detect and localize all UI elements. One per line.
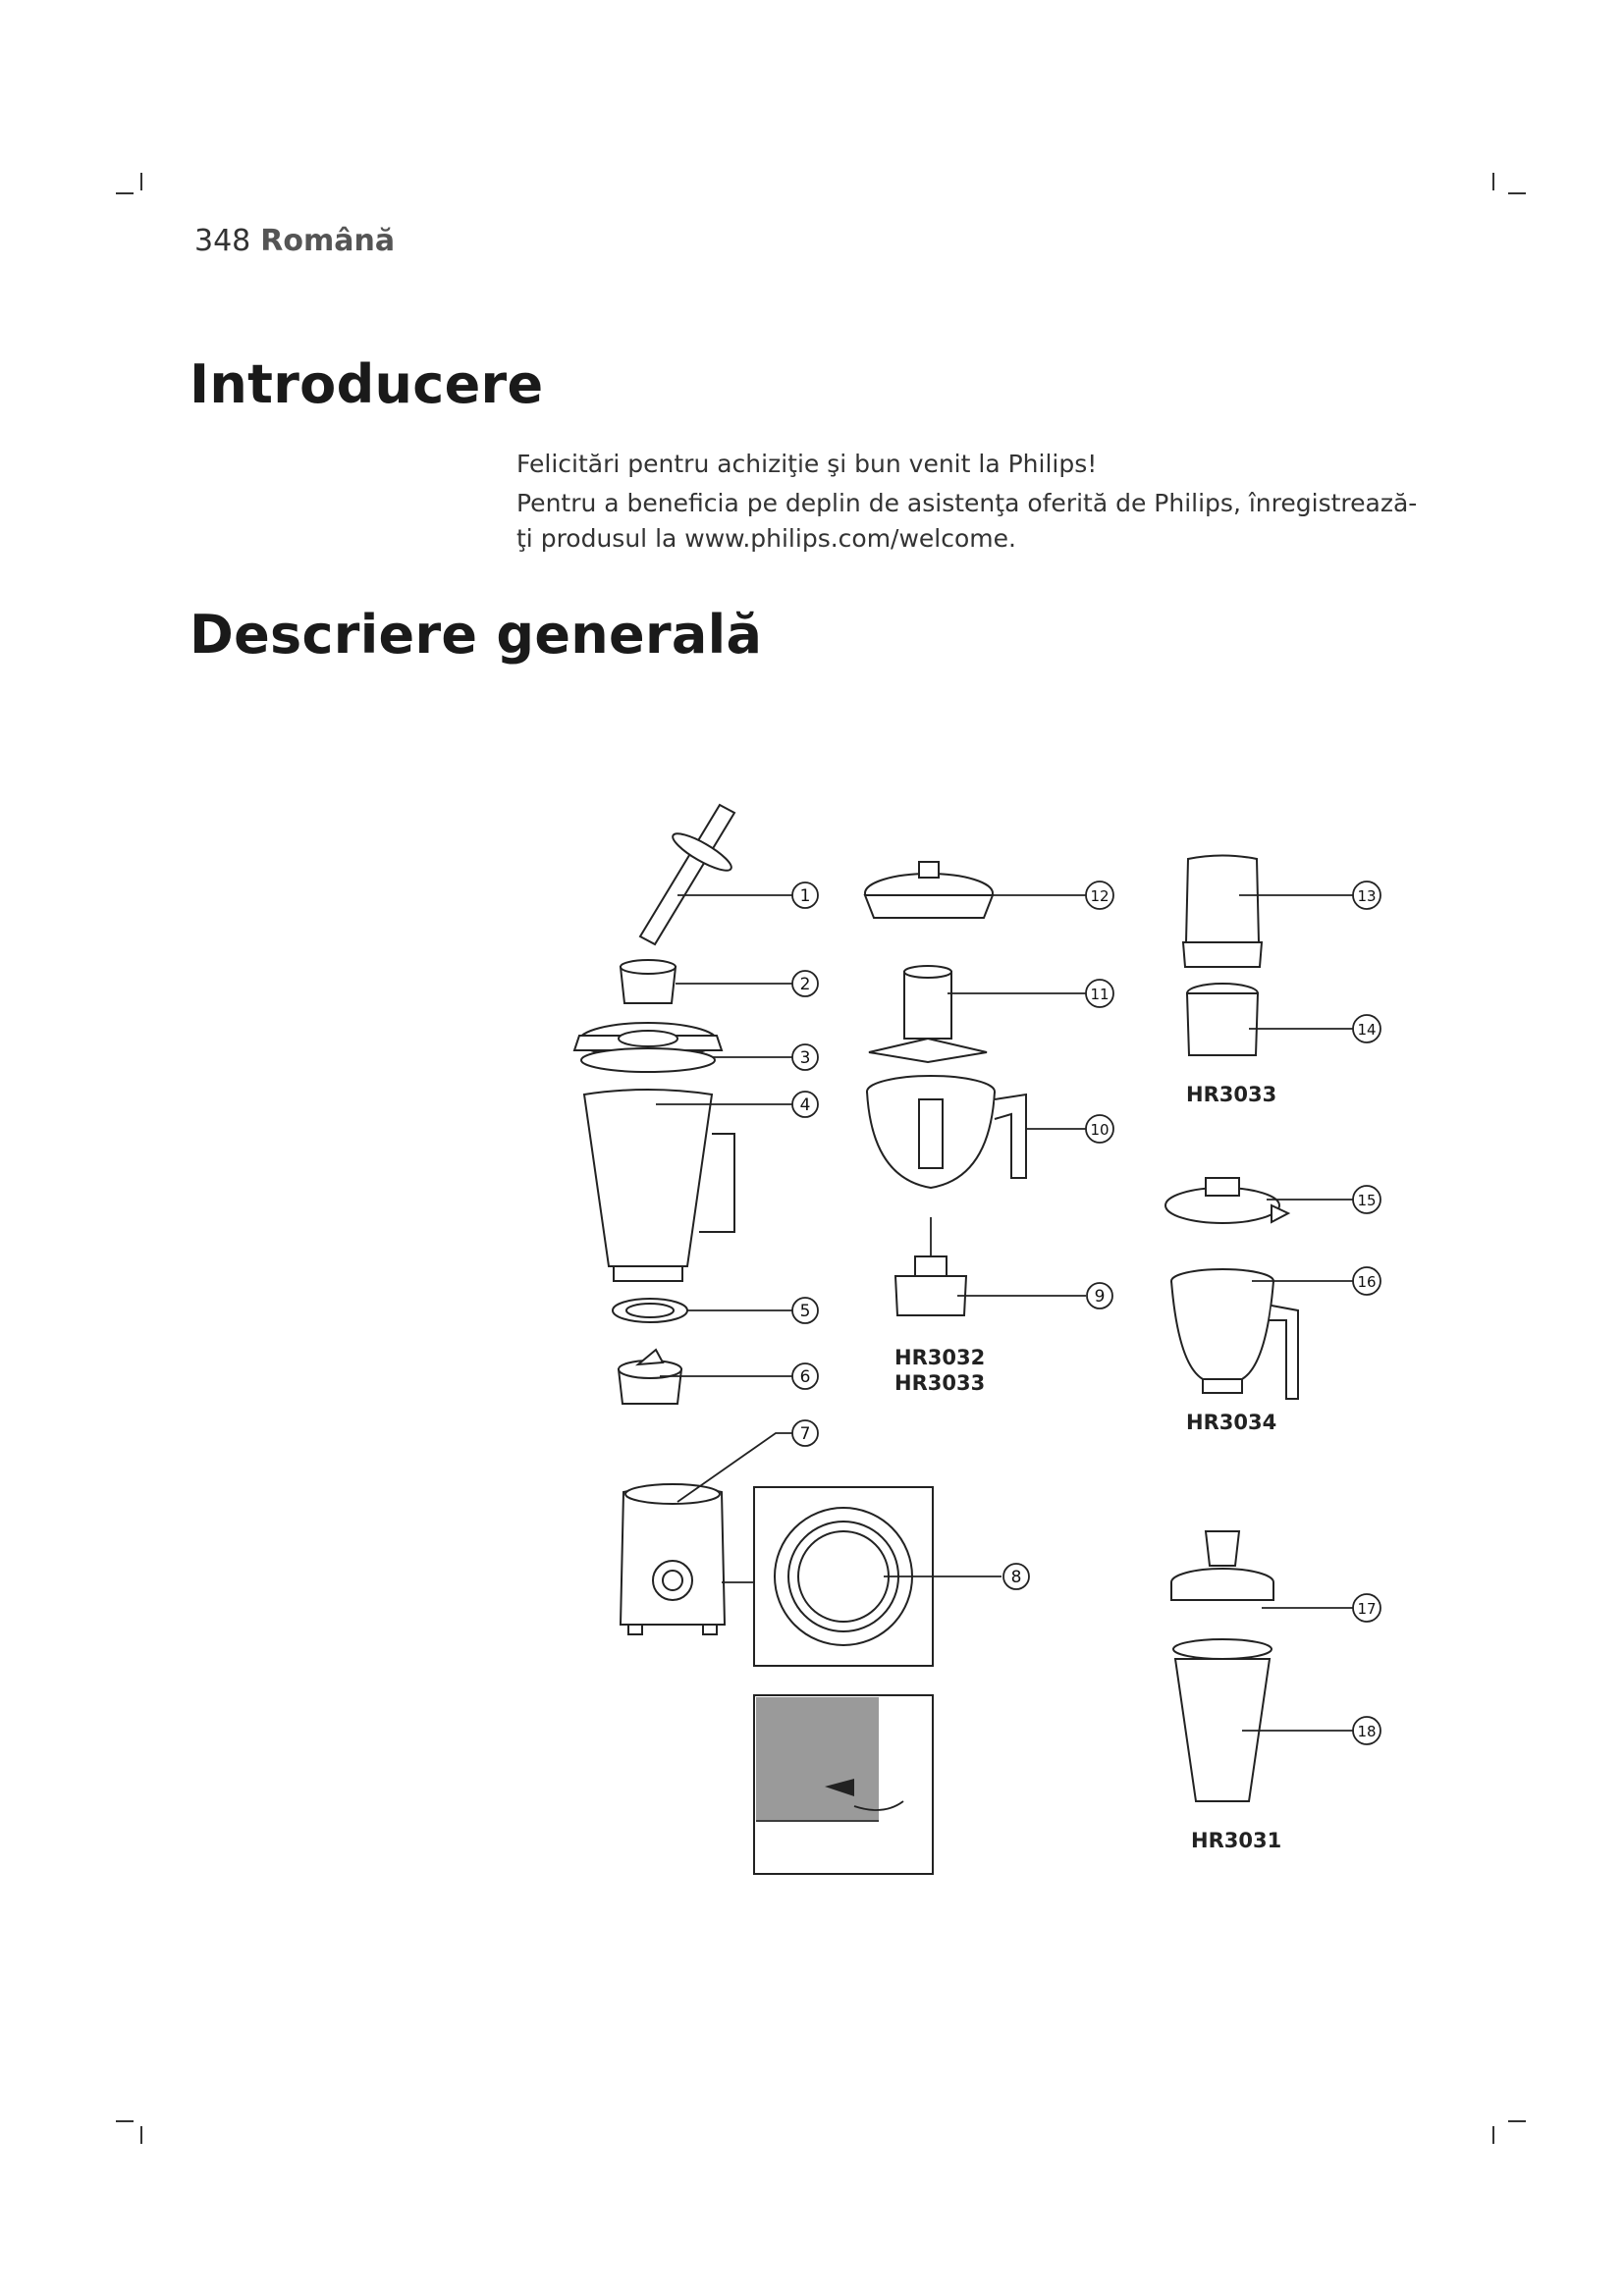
part-grinder-cup (1183, 856, 1262, 968)
callout-7 (792, 1420, 818, 1446)
intro-paragraph-1: Felicitări pentru achiziţie şi bun venit la Philips! (516, 450, 1098, 478)
callout-number: 4 (799, 1095, 811, 1115)
model-label-hr3032: HR3032 (894, 1346, 986, 1369)
callout-number: 16 (1357, 1273, 1377, 1291)
callout-5 (792, 1298, 818, 1323)
intro-heading: Introducere (189, 353, 544, 415)
callout-number: 3 (799, 1048, 811, 1068)
part-mill-blade (895, 1217, 966, 1315)
callout-number: 14 (1357, 1021, 1377, 1039)
callout-12 (1086, 881, 1113, 909)
part-travel-bottle (1173, 1639, 1272, 1801)
callout-number: 9 (1094, 1287, 1106, 1307)
callout-number: 1 (799, 886, 811, 906)
part-motor-unit (621, 1484, 725, 1634)
callout-15 (1353, 1186, 1380, 1213)
callout-number: 10 (1090, 1121, 1110, 1139)
callout-17 (1353, 1594, 1380, 1622)
model-label-hr3033-grinder: HR3033 (1186, 1083, 1277, 1106)
overview-heading: Descriere generală (189, 604, 763, 666)
part-sealing-ring (613, 1299, 687, 1322)
callout-9 (1087, 1283, 1112, 1308)
part-travel-lid (1171, 1531, 1273, 1600)
part-grinder-blade (1187, 984, 1258, 1055)
part-chopper-bowl (867, 1076, 1026, 1188)
callout-number: 2 (799, 975, 811, 994)
callout-10 (1086, 1115, 1113, 1143)
part-grinder-lid (1165, 1178, 1288, 1223)
part-jar-lid (574, 1023, 722, 1072)
callout-number: 5 (799, 1302, 811, 1321)
language-label: Română (260, 224, 396, 258)
callout-number: 18 (1357, 1723, 1377, 1740)
callout-13 (1353, 881, 1380, 909)
intro-paragraph-2: Pentru a beneficia pe deplin de asistenţa oferită de Philips, înregistrează-ţi produsul la www.philips.com/welcome. (516, 489, 1418, 553)
part-pusher (640, 805, 735, 944)
callout-number: 11 (1090, 986, 1110, 1003)
part-measuring-cup (621, 960, 676, 1003)
model-label-hr3031: HR3031 (1191, 1829, 1282, 1852)
part-blender-jar (584, 1090, 734, 1281)
callout-3 (792, 1044, 818, 1070)
callout-number: 6 (799, 1367, 811, 1387)
callout-4 (792, 1092, 818, 1117)
cord-storage-detail (754, 1695, 933, 1874)
model-label-hr3033: HR3033 (894, 1371, 986, 1395)
callout-8 (1003, 1564, 1029, 1589)
callout-number: 17 (1357, 1600, 1377, 1618)
callout-number: 8 (1010, 1568, 1022, 1587)
model-label-hr3034: HR3034 (1186, 1411, 1277, 1434)
callout-number: 13 (1357, 887, 1377, 905)
callout-number: 7 (799, 1424, 811, 1444)
part-chopper-lid (865, 862, 993, 918)
callout-11 (1086, 980, 1113, 1007)
callout-14 (1353, 1015, 1380, 1042)
part-chopper-blade (869, 966, 987, 1062)
callout-6 (792, 1363, 818, 1389)
callout-1 (792, 882, 818, 908)
callout-number: 12 (1090, 887, 1110, 905)
callout-16 (1353, 1267, 1380, 1295)
callout-2 (792, 971, 818, 996)
page-number: 348 (194, 224, 251, 258)
part-mill-beaker (1171, 1269, 1298, 1399)
callout-number: 15 (1357, 1192, 1377, 1209)
callout-18 (1353, 1717, 1380, 1744)
